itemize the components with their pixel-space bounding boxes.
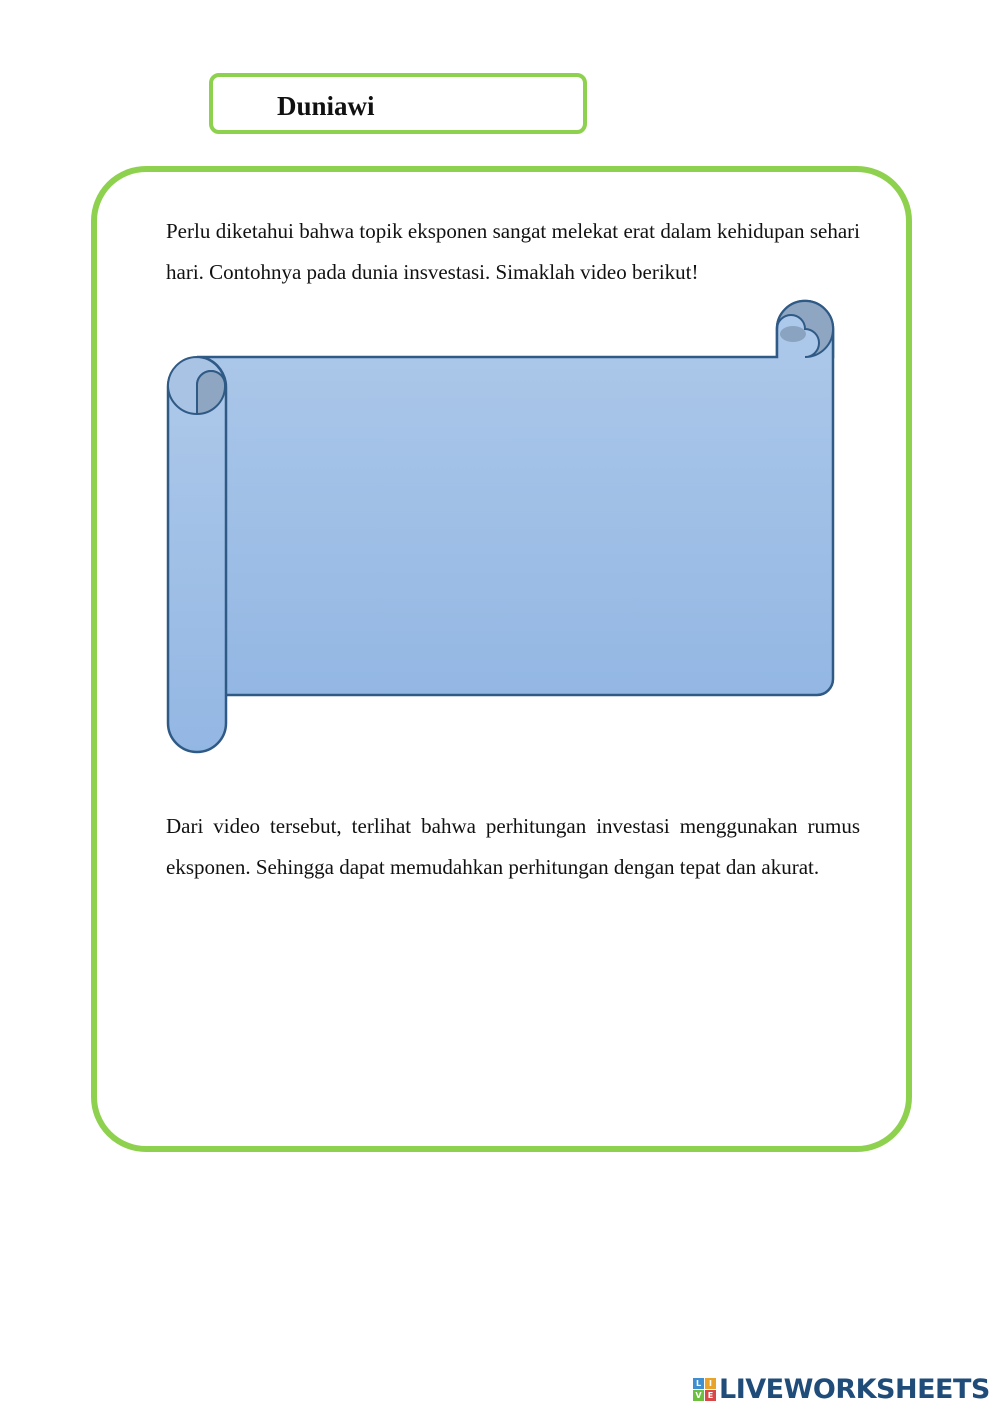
liveworksheets-brand[interactable] [693,1372,990,1406]
title-box [209,73,587,134]
logo-letter-e: E [705,1390,716,1401]
logo-letter-l: L [693,1378,704,1389]
logo-letter-i: I [705,1378,716,1389]
conclusion-paragraph: Dari video tersebut, terlihat bahwa perhitungan investasi menggunakan rumus eksponen. Sehingga dapat memudahkan perhitungan dengan tepat dan akurat. [166,814,860,879]
logo-letter-v: V [693,1390,704,1401]
page-title: Duniawi [277,91,375,121]
intro-paragraph: Perlu diketahui bahwa topik eksponen sangat melekat erat dalam kehidupan sehari hari. Contohnya pada dunia insvestasi. Simaklah video berikut! [166,219,860,284]
scroll-banner-placeholder [166,299,836,754]
brand-name: LIVEWORKSHEETS [719,1373,990,1405]
liveworksheets-logo-icon [693,1378,716,1401]
